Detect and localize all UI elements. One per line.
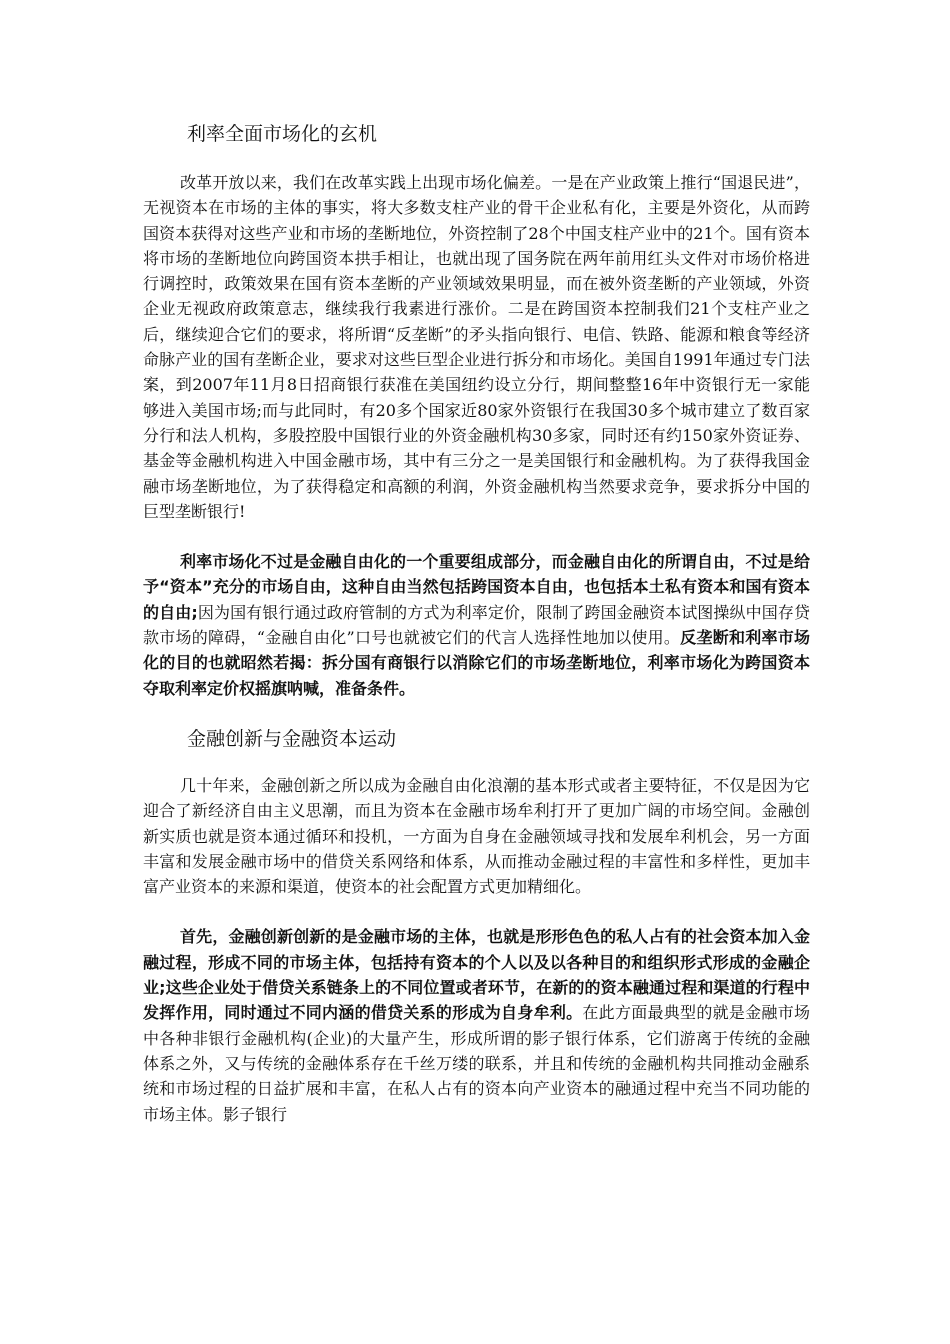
document-body xyxy=(143,118,810,1127)
paragraph-4 xyxy=(143,924,810,1126)
paragraph-1: 改革开放以来，我们在改革实践上出现市场化偏差。一是在产业政策上推行“国退民进”，无视资本在市场的主体的事实，将大多数支柱产业的骨干企业私有化，主要是外资化，从而跨国资本获得对这些产业和市场的垄断地位，外资控制了28个中国支柱产业中的21个。国有资本将市场的垄断地位向跨国资本拱手相让，也就出现了国务院在两年前用红头文件对市场价格进行调控时，政策效果在国有资本垄断的产业领域效果明显，而在被外资垄断的产业领域，外资企业无视政府政策意志，继续我行我素进行涨价。二是在跨国资本控制我们21个支柱产业之后，继续迎合它们的要求，将所谓“反垄断”的矛头指向银行、电信、铁路、能源和粮食等经济命脉产业的国有垄断企业，要求对这些巨型企业进行拆分和市场化。美国自1991年通过专门法案，到2007年11月8日招商银行获准在美国纽约设立分行，期间整整16年中资银行无一家能够进入美国市场;而与此同时，有20多个国家近80家外资银行在我国30多个城市建立了数百家分行和法人机构，多股控股中国银行业的外资金融机构30多家，同时还有约150家外资证券、基金等金融机构进入中国金融市场，其中有三分之一是美国银行和金融机构。为了获得我国金融市场垄断地位，为了获得稳定和高额的利润，外资金融机构当然要求竞争，要求拆分中国的巨型垄断银行! xyxy=(143,173,810,521)
paragraph-4-bold: 首先，金融创新创新的是金融市场的主体，也就是形形色色的私人占有的社会资本加入金融过程，形成不同的市场主体，包括持有资本的个人以及以各种目的和组织形式形成的金融企业;这些企业处于借贷关系链条上的不同位置或者环节，在新的的资本融通过程和渠道的行程中发挥作用，同时通过不同内涵的借贷关系的形成为自身牟利。 xyxy=(143,927,810,1023)
section-heading-interest-rate: 利率全面市场化的玄机 xyxy=(187,123,378,145)
paragraph-2-bold-1: 利率市场化不过是金融自由化的一个重要组成部分，而金融自由化的所谓自由，不过是给予“资本”充分的市场自由，这种自由当然包括跨国资本自由，也包括本土私有资本和国有资本的自由; xyxy=(143,552,810,622)
paragraph-2-bold-2: 反垄断和利率市场化的目的也就昭然若揭：拆分国有商银行以消除它们的市场垄断地位，利率市场化为跨国资本夺取利率定价权摇旗呐喊，准备条件。 xyxy=(143,628,810,698)
paragraph-2 xyxy=(143,549,810,701)
section-heading-financial-innovation: 金融创新与金融资本运动 xyxy=(187,727,397,750)
paragraph-2-text: 因为国有银行通过政府管制的方式为利率定价，限制了跨国金融资本试图操纵中国存贷款市场的障碍，“金融自由化”口号也就被它们的代言人选择性地加以使用。 xyxy=(143,602,810,648)
paragraph-4-text: 在此方面最典型的就是金融市场中各种非银行金融机构(企业)的大量产生，形成所谓的影子银行体系，它们游离于传统的金融体系之外，又与传统的金融体系存在千丝万缕的联系，并且和传统的金融机构共同推动金融系统和市场过程的日益扩展和丰富，在私人占有的资本向产业资本的融通过程中充当不同功能的市场主体。影子银行 xyxy=(143,1003,810,1124)
paragraph-3: 几十年来，金融创新之所以成为金融自由化浪潮的基本形式或者主要特征，不仅是因为它迎合了新经济自由主义思潮，而且为资本在金融市场牟利打开了更加广阔的市场空间。金融创新实质也就是资本通过循环和投机，一方面为自身在金融领域寻找和发展牟利机会，另一方面丰富和发展金融市场中的借贷关系网络和体系，从而推动金融过程的丰富性和多样性，更加丰富产业资本的来源和渠道，使资本的社会配置方式更加精细化。 xyxy=(143,775,810,897)
